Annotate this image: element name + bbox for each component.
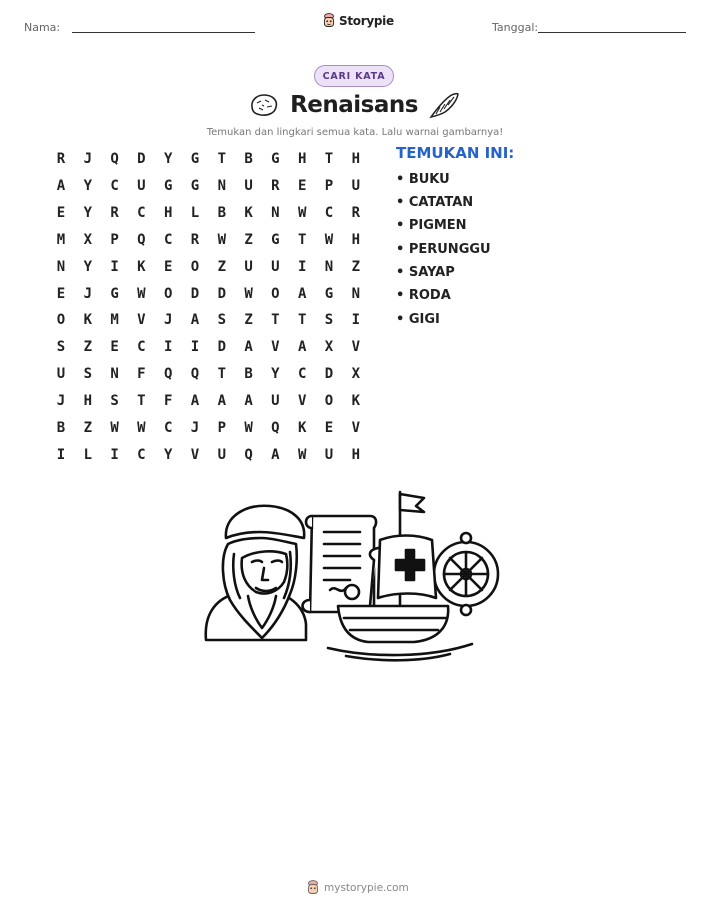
grid-cell[interactable]: W <box>137 285 146 302</box>
grid-cell[interactable]: V <box>190 446 200 463</box>
grid-cell[interactable]: T <box>324 151 334 167</box>
grid-cell[interactable]: O <box>271 285 280 302</box>
grid-cell[interactable]: D <box>324 366 334 383</box>
renaissance-illustration <box>200 488 510 666</box>
grid-cell[interactable]: W <box>244 285 253 302</box>
grid-cell[interactable]: H <box>351 151 361 167</box>
grid-cell[interactable]: N <box>110 366 119 383</box>
grid-cell[interactable]: H <box>83 393 93 410</box>
grid-cell[interactable]: E <box>324 420 334 436</box>
grid-cell[interactable]: R <box>351 204 361 221</box>
grid-cell[interactable]: R <box>56 151 66 167</box>
grid-cell[interactable]: A <box>244 393 253 410</box>
grid-cell[interactable]: E <box>56 285 66 302</box>
date-label: Tanggal: <box>492 21 539 34</box>
grid-cell[interactable]: Z <box>244 312 253 329</box>
word-list-title: TEMUKAN INI: <box>396 144 515 162</box>
footer-url[interactable]: mystorypie.com <box>324 882 409 894</box>
grid-cell[interactable]: K <box>244 204 253 221</box>
brand-logo <box>322 13 394 29</box>
grid-cell[interactable]: D <box>190 285 200 302</box>
grid-cell[interactable]: K <box>297 420 307 436</box>
grid-cell[interactable]: M <box>56 231 66 248</box>
grid-cell[interactable]: T <box>297 231 307 248</box>
grid-cell[interactable]: U <box>244 177 253 194</box>
grid-cell[interactable]: W <box>324 231 334 248</box>
grid-cell[interactable]: A <box>190 312 200 329</box>
grid-cell[interactable]: S <box>324 312 334 329</box>
grid-cell[interactable]: C <box>297 366 307 383</box>
grid-cell[interactable]: Y <box>83 204 93 221</box>
grid-cell[interactable]: G <box>163 177 173 194</box>
grid-cell[interactable]: Z <box>351 258 361 275</box>
grid-cell[interactable]: P <box>217 420 227 436</box>
grid-cell[interactable]: A <box>297 339 307 356</box>
grid-cell[interactable]: C <box>163 231 173 248</box>
word-item: • BUKU <box>396 172 450 187</box>
activity-badge: CARI KATA <box>314 65 394 87</box>
grid-cell[interactable]: Q <box>190 366 200 383</box>
grid-cell[interactable]: V <box>351 420 361 436</box>
grid-cell[interactable]: P <box>110 231 119 248</box>
grid-cell[interactable]: Z <box>217 258 227 275</box>
grid-cell[interactable]: R <box>271 177 280 194</box>
grid-cell[interactable]: W <box>137 420 146 436</box>
grid-cell[interactable]: B <box>244 366 253 383</box>
grid-cell[interactable]: Q <box>271 420 280 436</box>
grid-cell[interactable]: C <box>163 420 173 436</box>
grid-cell[interactable]: S <box>83 366 93 383</box>
grid-cell[interactable]: A <box>190 393 200 410</box>
grid-cell[interactable]: O <box>190 258 200 275</box>
grid-cell[interactable]: Q <box>110 151 119 167</box>
grid-cell[interactable]: D <box>217 339 227 356</box>
word-item: • RODA <box>396 288 451 303</box>
grid-cell[interactable]: G <box>271 151 280 167</box>
grid-cell[interactable]: W <box>297 446 307 463</box>
grid-cell[interactable]: T <box>137 393 146 410</box>
grid-cell[interactable]: Y <box>83 177 93 194</box>
grid-cell[interactable]: K <box>137 258 146 275</box>
grid-cell[interactable]: E <box>297 177 307 194</box>
grid-cell[interactable]: A <box>244 339 253 356</box>
grid-cell[interactable]: J <box>56 393 66 410</box>
date-line[interactable] <box>538 32 686 33</box>
grid-cell[interactable]: L <box>83 446 93 463</box>
grid-cell[interactable]: V <box>137 312 146 329</box>
grid-cell[interactable]: N <box>56 258 66 275</box>
grid-cell[interactable]: U <box>137 177 146 194</box>
word-item: • GIGI <box>396 312 440 327</box>
footer <box>306 880 409 896</box>
grid-cell[interactable]: V <box>271 339 280 356</box>
grid-cell[interactable]: G <box>324 285 334 302</box>
grid-cell[interactable]: C <box>137 339 146 356</box>
grid-cell[interactable]: I <box>190 339 200 356</box>
grid-cell[interactable]: G <box>110 285 119 302</box>
grid-cell[interactable]: A <box>56 177 66 194</box>
grid-cell[interactable]: F <box>137 366 146 383</box>
brand-name: Storypie <box>339 14 394 28</box>
grid-cell[interactable]: U <box>271 258 280 275</box>
grid-cell[interactable]: D <box>217 285 227 302</box>
grid-cell[interactable]: E <box>163 258 173 275</box>
name-label: Nama: <box>24 21 61 34</box>
grid-cell[interactable]: H <box>163 204 173 221</box>
storypie-mascot-icon <box>322 13 336 29</box>
grid-cell[interactable]: Q <box>244 446 253 463</box>
grid-cell[interactable]: X <box>324 339 334 356</box>
grid-cell[interactable]: E <box>56 204 66 221</box>
grid-cell[interactable]: B <box>244 151 253 167</box>
grid-cell[interactable]: J <box>163 312 173 329</box>
grid-cell[interactable]: D <box>137 151 146 167</box>
grid-cell[interactable]: O <box>56 312 66 329</box>
grid-cell[interactable]: Y <box>271 366 280 383</box>
grid-cell[interactable]: C <box>324 204 334 221</box>
grid-cell[interactable]: X <box>83 231 93 248</box>
grid-cell[interactable]: N <box>271 204 280 221</box>
grid-cell[interactable]: A <box>297 285 307 302</box>
grid-cell[interactable]: G <box>190 151 200 167</box>
grid-cell[interactable]: L <box>190 204 200 221</box>
grid-cell[interactable]: U <box>351 177 361 194</box>
grid-cell[interactable]: Z <box>83 339 93 356</box>
grid-cell[interactable]: I <box>56 446 66 463</box>
grid-cell[interactable]: T <box>271 312 280 329</box>
grid-cell[interactable]: I <box>351 312 361 329</box>
grid-cell[interactable]: U <box>217 446 227 463</box>
grid-cell[interactable]: H <box>351 231 361 248</box>
grid-cell[interactable]: O <box>324 393 334 410</box>
grid-cell[interactable]: T <box>217 151 227 167</box>
grid-cell[interactable]: C <box>110 177 119 194</box>
grid-cell[interactable]: Z <box>83 420 93 436</box>
grid-cell[interactable]: A <box>271 446 280 463</box>
grid-cell[interactable]: M <box>110 312 119 329</box>
grid-cell[interactable]: J <box>83 285 93 302</box>
grid-cell[interactable]: W <box>217 231 227 248</box>
grid-cell[interactable]: P <box>324 177 334 194</box>
grid-cell[interactable]: Y <box>163 151 173 167</box>
grid-cell[interactable]: W <box>110 420 119 436</box>
grid-cell[interactable]: I <box>163 339 173 356</box>
grid-cell[interactable]: G <box>271 231 280 248</box>
grid-cell[interactable]: B <box>56 420 66 436</box>
grid-cell[interactable]: H <box>351 446 361 463</box>
word-item: • PERUNGGU <box>396 242 491 257</box>
grid-cell[interactable]: N <box>217 177 227 194</box>
grid-cell[interactable]: C <box>137 204 146 221</box>
grid-cell[interactable]: Y <box>83 258 93 275</box>
grid-cell[interactable]: T <box>217 366 227 383</box>
grid-cell[interactable]: R <box>110 204 119 221</box>
grid-cell[interactable]: H <box>297 151 307 167</box>
grid-cell[interactable]: F <box>163 393 173 410</box>
grid-cell[interactable]: B <box>217 204 227 221</box>
grid-cell[interactable]: E <box>110 339 119 356</box>
word-item: • PIGMEN <box>396 218 467 233</box>
grid-cell[interactable]: N <box>351 285 361 302</box>
grid-cell[interactable]: U <box>56 366 66 383</box>
grid-cell[interactable]: S <box>56 339 66 356</box>
grid-cell[interactable]: Q <box>163 366 173 383</box>
grid-cell[interactable]: U <box>324 446 334 463</box>
grid-cell[interactable]: R <box>190 231 200 248</box>
grid-cell[interactable]: N <box>324 258 334 275</box>
grid-cell[interactable]: C <box>137 446 146 463</box>
grid-cell[interactable]: U <box>244 258 253 275</box>
grid-cell[interactable]: V <box>351 339 361 356</box>
grid-cell[interactable]: K <box>83 312 93 329</box>
grid-cell[interactable]: I <box>297 258 307 275</box>
grid-cell[interactable]: K <box>351 393 361 410</box>
grid-cell[interactable]: Y <box>163 446 173 463</box>
grid-cell[interactable]: I <box>110 446 119 463</box>
word-item: • CATATAN <box>396 195 474 210</box>
grid-cell[interactable]: Z <box>244 231 253 248</box>
grid-cell[interactable]: J <box>83 151 93 167</box>
grid-cell[interactable]: V <box>297 393 307 410</box>
grid-cell[interactable]: J <box>190 420 200 436</box>
grid-cell[interactable]: A <box>217 393 227 410</box>
grid-cell[interactable]: S <box>217 312 227 329</box>
grid-cell[interactable]: Q <box>137 231 146 248</box>
grid-cell[interactable]: W <box>297 204 307 221</box>
grid-cell[interactable]: T <box>297 312 307 329</box>
name-line[interactable] <box>72 32 255 33</box>
instructions: Temukan dan lingkari semua kata. Lalu warnai gambarnya! <box>206 127 504 138</box>
storypie-mascot-icon <box>306 880 320 896</box>
grid-cell[interactable]: G <box>190 177 200 194</box>
grid-cell[interactable]: I <box>110 258 119 275</box>
page-title: Renaisans <box>290 92 418 118</box>
grid-cell[interactable]: O <box>163 285 173 302</box>
grid-cell[interactable]: S <box>110 393 119 410</box>
word-item: • SAYAP <box>396 265 455 280</box>
grid-cell[interactable]: X <box>351 366 361 383</box>
grid-cell[interactable]: W <box>244 420 253 436</box>
grid-cell[interactable]: U <box>271 393 280 410</box>
